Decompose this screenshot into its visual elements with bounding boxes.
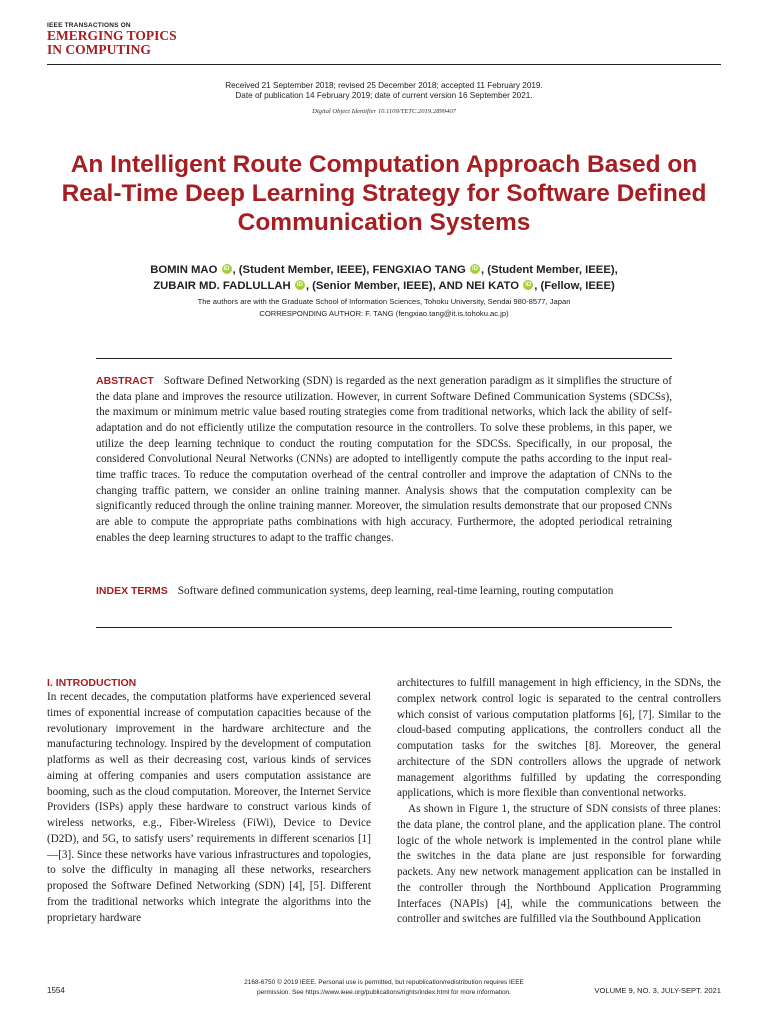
author-name: FENGXIAO TANG bbox=[372, 264, 466, 276]
doi-label: Digital Object Identifier bbox=[312, 108, 377, 115]
doi[interactable] bbox=[0, 108, 768, 115]
received-line: Received 21 September 2018; revised 25 December 2018; accepted 11 February 2019. bbox=[225, 81, 543, 90]
volume-info: VOLUME 9, NO. 3, JULY-SEPT. 2021 bbox=[594, 986, 721, 995]
right-column bbox=[397, 676, 721, 928]
author-role: , (Senior Member, IEEE), AND bbox=[305, 280, 467, 292]
author-name: BOMIN MAO bbox=[150, 264, 218, 276]
received-dates bbox=[0, 81, 768, 101]
affiliation-block bbox=[40, 296, 728, 319]
author-role: , (Fellow, IEEE) bbox=[534, 280, 615, 292]
orcid-icon[interactable]: iD bbox=[296, 282, 303, 288]
page-number: 1554 bbox=[47, 986, 65, 995]
intro-paragraph: As shown in Figure 1, the structure of SDN consists of three planes: the data plane, the control plane, and the application plane. The control logic of the whole network is implemented in the control plane while the switches in the data plane are just responsible for forwarding packets. Any new network management application can be installed in the controller through the Northbound Application Programming Interfaces (NAPIs) [4], while the communications between the controller and switches are fulfilled via the Southbound Application bbox=[397, 803, 721, 926]
abstract-label: ABSTRACT bbox=[96, 375, 154, 387]
intro-paragraph: In recent decades, the computation platforms have experienced several times of exponential increase of computation capacities because of the revolutionary improvement in the hardware architecture and the manufacturing technology. Inspired by the development of computation platforms as well as their decreasing cost, various kinds of services aiming at offering companies and users computation assistance are booming, such as the cloud computation. Moreover, the Internet Service Providers (ISPs) apply these hardware to construct various kinds of wireless networks, e.g., Fiber-Wireless (FiWi), Device to Device (D2D), and 5G, to satisfy users’ requirements in different scenarios [1]—[3]. Since these networks have various infrastructures and topologies, to solve the difficulty in managing all these networks, researchers proposed the Software Defined Networking (SDN) [4], [5]. Different from the traditional networks which integrate the algorithms into the proprietary hardware bbox=[47, 691, 371, 924]
affiliation: The authors are with the Graduate School of Information Sciences, Tohoku University, Sendai 980-8577, Japan bbox=[197, 297, 571, 306]
publication-line: Date of publication 14 February 2019; date of current version 16 September 2021. bbox=[235, 91, 533, 100]
doi-value[interactable]: 10.1109/TETC.2019.2899407 bbox=[377, 108, 456, 115]
author-role: , (Student Member, IEEE), bbox=[480, 264, 618, 276]
index-terms-text: Software defined communication systems, deep learning, real-time learning, routing computation bbox=[177, 585, 614, 597]
corresponding-author: CORRESPONDING AUTHOR: F. TANG (fengxiao.tang@it.is.tohoku.ac.jp) bbox=[259, 308, 509, 318]
abstract-text: Software Defined Networking (SDN) is regarded as the next generation paradigm as it simplifies the structure of the data plane and improves the resource utilization. However, in current Software Defined Communication Systems (SDCSs), the maximum or minimum metric value based routing strategies come from traditional networks, which lack the ability of self-adaptation and do not efficiently utilize the computation resource in the controllers. To solve these problems, in this paper, we utilize the deep learning technique to conduct the routing computation for the SDCSs. Specifically, in our proposal, the considered Convolutional Neural Networks (CNNs) are adopted to intelligently compute the paths according to the input real-time traffic traces. To reduce the computation overhead of the central controller and improve the adaptation of CNNs to the changing traffic pattern, we consider an online training manner. Analysis shows that the computation complexity can be significantly reduced through the online training manner. Moreover, the simulation results demonstrate that our proposed CNNs are able to compute the appropriate paths combinations with high accuracy. Furthermore, the adopted periodical retraining enables the deep learning structures to adapt to the traffic changes. bbox=[96, 375, 672, 544]
journal-header bbox=[47, 22, 177, 57]
section-heading: I. INTRODUCTION bbox=[47, 677, 137, 689]
journal-name-line1: EMERGING TOPICS bbox=[47, 28, 177, 43]
orcid-icon[interactable]: iD bbox=[471, 266, 478, 272]
index-terms bbox=[96, 584, 672, 600]
copyright-line: permission. See https://www.ieee.org/publications/rights/index.html for more information. bbox=[257, 988, 511, 996]
abstract-top-rule bbox=[96, 358, 672, 359]
abstract bbox=[96, 374, 672, 546]
intro-paragraph: architectures to fulfill management in high efficiency, in the SDNs, the complex network control logic is separated to the central controllers which consist of various computation platforms [6], [7]. Similar to the cloud-based computing applications, the controllers conduct all the computation tasks for the switches [8]. Moreover, the general architecture of the SDN controllers allows the upgrade of network management algorithms fulfilled by updating the corresponding applications, which is more flexible than conventional networks. bbox=[397, 677, 721, 800]
author-name: ZUBAIR MD. FADLULLAH bbox=[153, 280, 291, 292]
author-name: NEI KATO bbox=[466, 280, 520, 292]
abstract-bottom-rule bbox=[96, 627, 672, 628]
journal-series: IEEE TRANSACTIONS ON bbox=[47, 22, 131, 29]
index-terms-label: INDEX TERMS bbox=[96, 585, 168, 597]
author-role: , (Student Member, IEEE), bbox=[232, 264, 373, 276]
header-rule bbox=[47, 64, 721, 65]
copyright-line: 2168-6750 © 2019 IEEE. Personal use is permitted, but republication/redistribution requires IEEE bbox=[244, 979, 524, 986]
journal-name-line2: IN COMPUTING bbox=[47, 42, 151, 57]
paper-title: An Intelligent Route Computation Approach Based on Real-Time Deep Learning Strategy for Software Defined Communication Systems bbox=[61, 151, 707, 236]
orcid-icon[interactable]: iD bbox=[525, 282, 532, 288]
orcid-icon[interactable]: iD bbox=[223, 266, 230, 272]
left-column bbox=[47, 676, 371, 926]
author-list bbox=[40, 262, 728, 294]
